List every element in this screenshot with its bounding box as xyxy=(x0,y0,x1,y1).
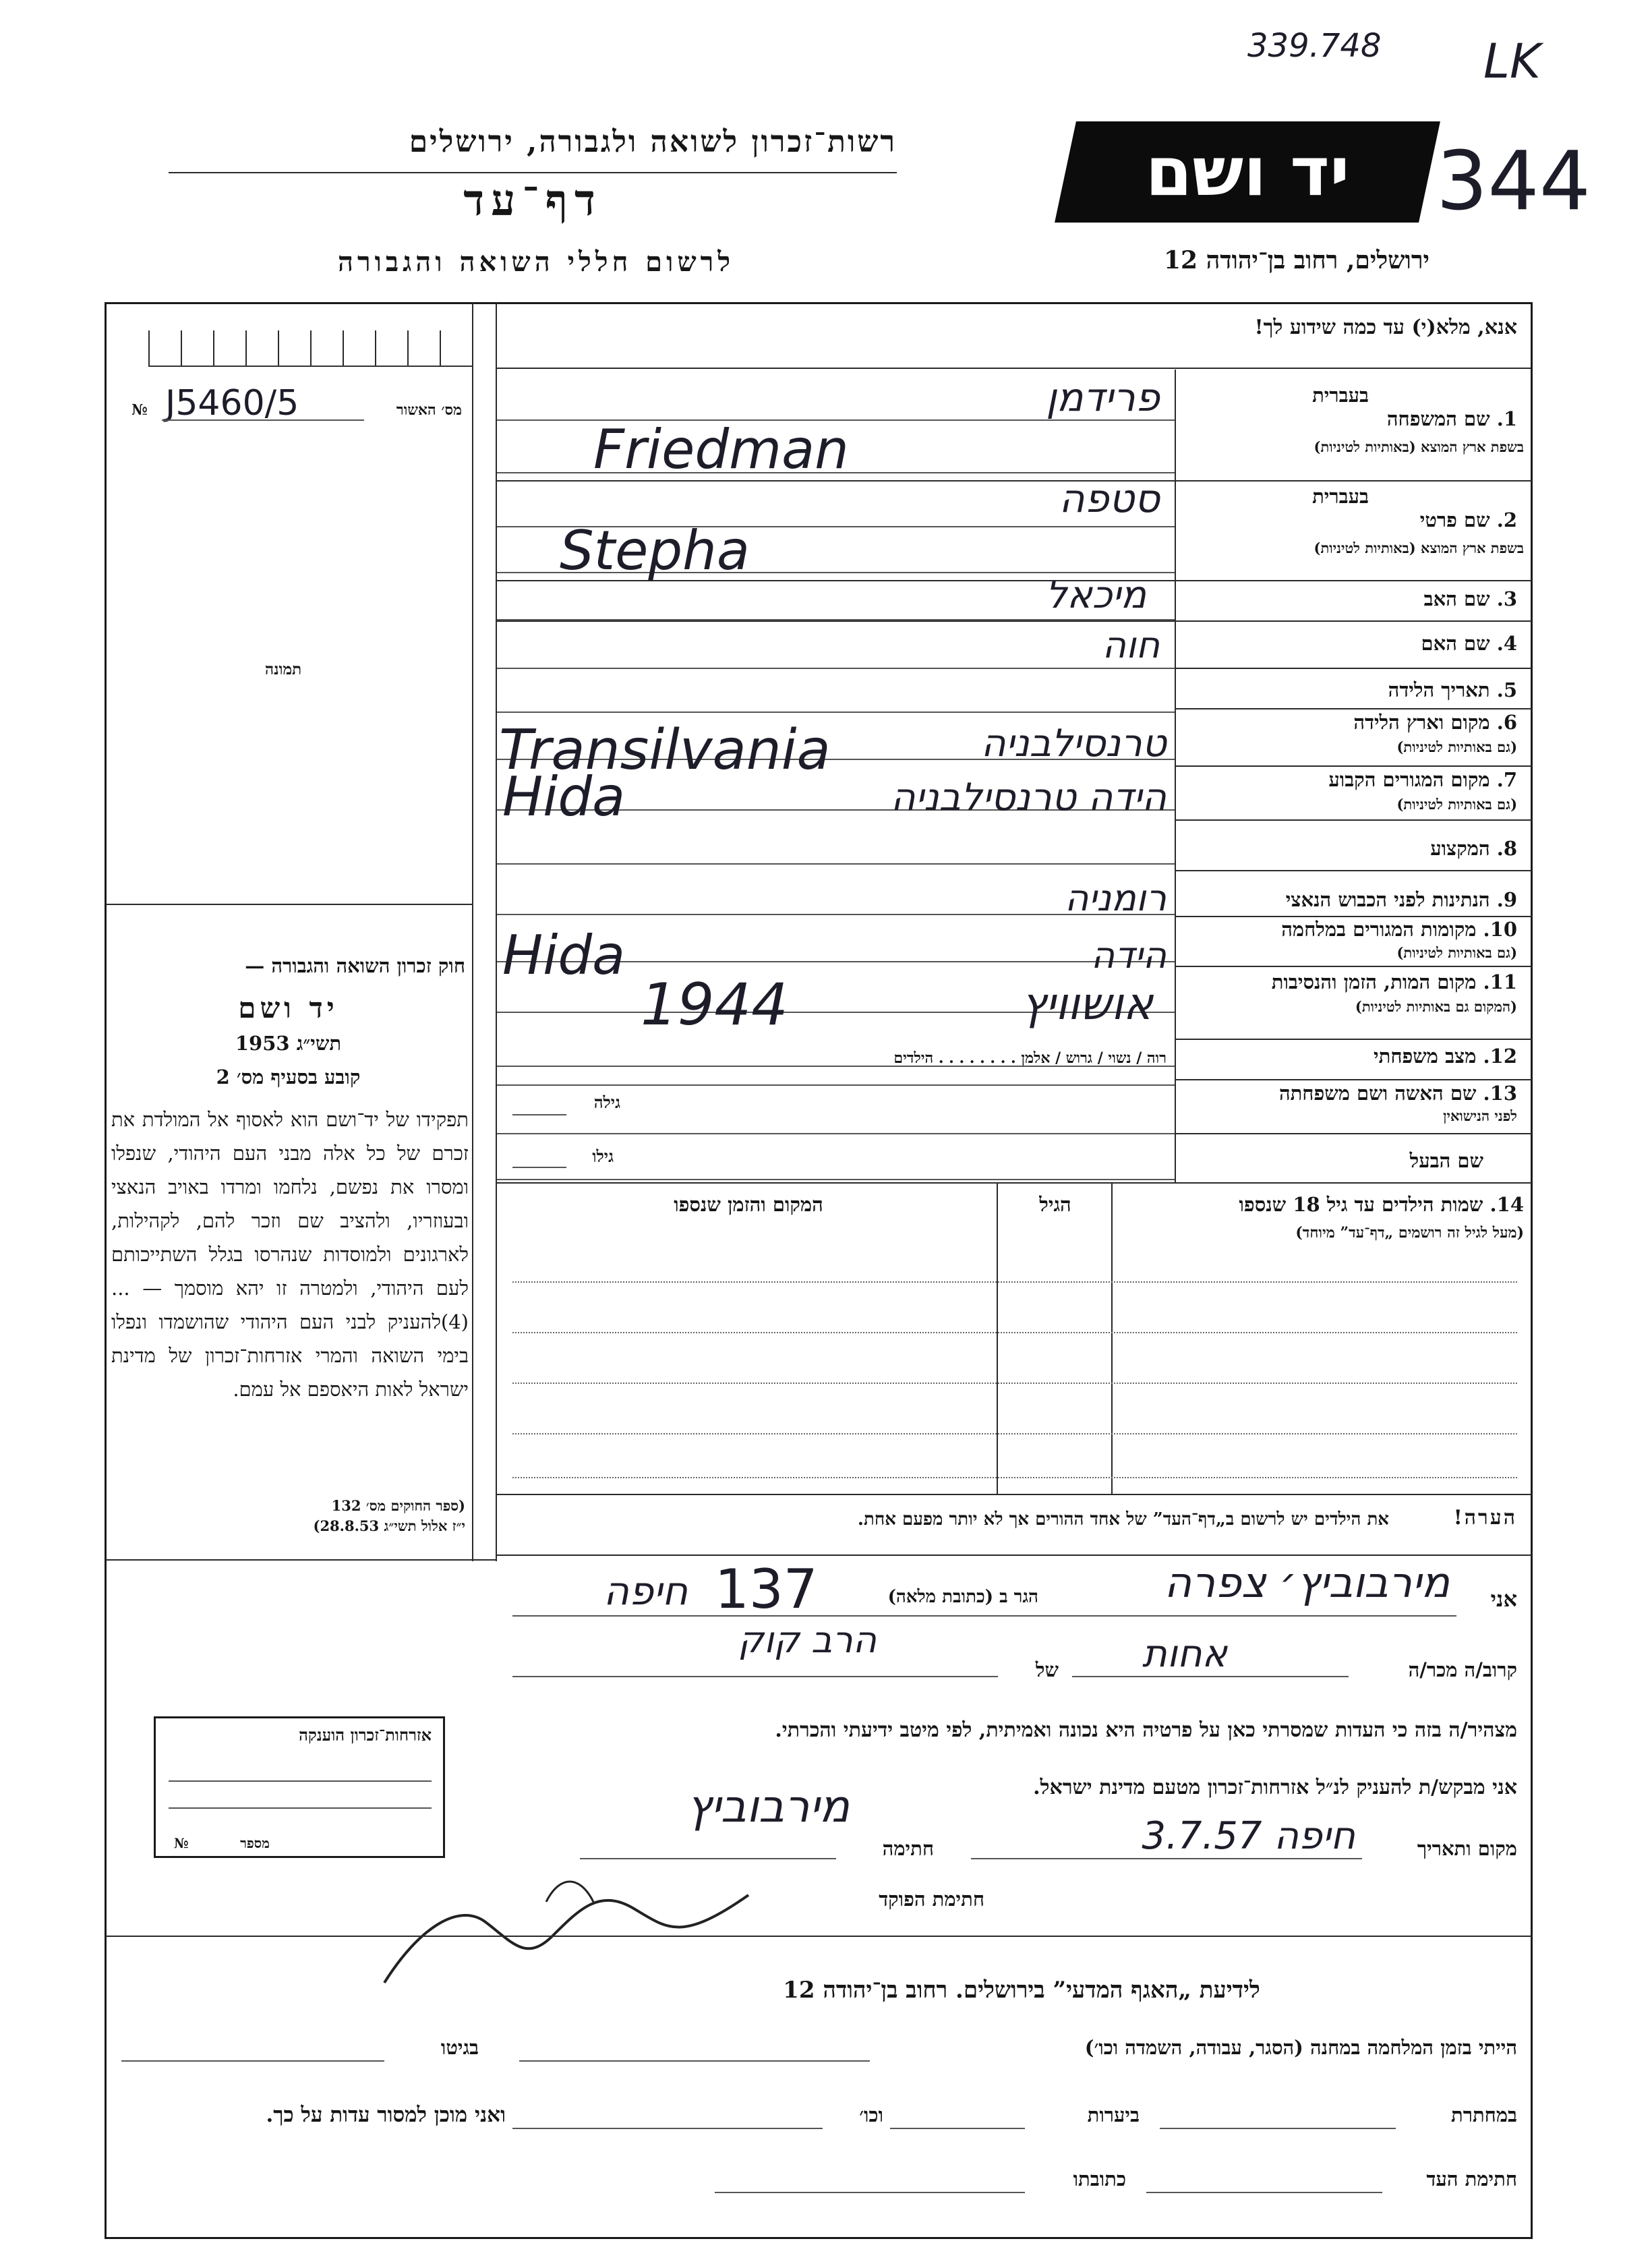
row-line xyxy=(1175,1039,1532,1040)
row-line xyxy=(497,711,1175,713)
field-11-label: 11. מקום המות, הזמן והנסיבות xyxy=(1271,970,1517,993)
law-body: תפקידו של יד־ושם הוא לאסוף אל המולדת את זכרם של כל אלה מבני העם היהודי, שנפלו ומסרו את נפשם, נלחמו ומרדו באויב הנאצי ובעוזריו, ולהציב שם וזכר להם, לקהילות, לארגונים ולמוסדות שנהרסו בגלל השתייכותם לעם היהודי, ולמטרה זו יהא מוסמך — ...(4)להעניק לבני העם היהודי שהושמדו ונפלו בימי השואה והמרי אזרחות־זכרון של מדינת ישראל לאות היאספם אל עמם. xyxy=(111,1108,469,1401)
footer-line3-address: כתובתו xyxy=(1073,2168,1126,2190)
instruction: אנא, מלא(י) עד כמה שידוע לך! xyxy=(1254,316,1517,339)
in-hebrew-label-2: בעברית xyxy=(1312,485,1369,508)
children-col-divider-1 xyxy=(1111,1184,1113,1495)
label-column-divider xyxy=(1175,370,1176,1182)
children-col-divider-2 xyxy=(997,1184,998,1495)
archive-stamp-number: 339.748 xyxy=(1247,27,1382,65)
children-col-place-time: המקום והזמן שנספו xyxy=(674,1193,823,1216)
field-2-label: 2. שם פרטי xyxy=(1419,509,1517,531)
field-7-latin-value: Hida xyxy=(502,765,626,828)
address-city-value: חיפה xyxy=(603,1568,688,1614)
law-source-1: (ספר החוקים מס׳ 132 xyxy=(331,1497,465,1514)
field-12-options: רוה / נשוי / גרוש / אלמן . . . . . . . . הילדים xyxy=(893,1049,1167,1067)
footer-line2-willing: ואני מוכן למסור עדות על כך. xyxy=(266,2103,506,2127)
field-11-year: 1944 xyxy=(641,971,788,1039)
instruction-rule xyxy=(496,368,1531,369)
relation-value: אחות xyxy=(1142,1632,1227,1676)
signature-line xyxy=(580,1858,836,1859)
field-3-label: 3. שם האב xyxy=(1423,587,1517,610)
row-line xyxy=(497,1182,1532,1184)
statement-1: מצהיר/ה בזה כי העדות שמסרתי כאן על פרטיה היא נכונה ואמיתית, לפי מיטב ידיעתי והכרתי. xyxy=(775,1718,1517,1742)
place-date-label: מקום ותאריך xyxy=(1417,1837,1517,1860)
row-line xyxy=(497,620,1532,622)
photo-bottom-rule xyxy=(106,904,473,905)
header-address: ירושלים, רחוב בן־יהודה 12 xyxy=(1163,246,1429,274)
field-1-label: 1. שם המשפחה xyxy=(1386,407,1517,430)
row-line xyxy=(497,863,1175,865)
footer-line2-underground: במחתרת xyxy=(1451,2103,1517,2126)
field-10-hebrew-value: הידה xyxy=(1090,934,1167,977)
row-line xyxy=(1175,668,1532,669)
field-6-hebrew-value: טרנסילבניה xyxy=(981,722,1167,765)
address-street-value: הרב קוק xyxy=(738,1619,877,1661)
field-4-value: חוה xyxy=(1102,624,1160,666)
footer-line1-camp: הייתי בזמן המלחמה במחנה (הסגר, עבודה, השמדה וכו׳) xyxy=(1084,2036,1517,2059)
children-col-age: הגיל xyxy=(1039,1193,1071,1216)
archive-sheet-number: 344 xyxy=(1436,135,1591,229)
row-line xyxy=(497,1084,1175,1086)
approval-prefix: № xyxy=(131,401,148,419)
sidebar-divider xyxy=(496,303,497,1561)
children-row-line xyxy=(512,1383,1517,1384)
field-14-label: 14. שמות הילדים עד גיל 18 שנספו xyxy=(1239,1193,1524,1216)
yad-vashem-logo xyxy=(1055,121,1440,223)
field-9-label: 9. הנתינות לפני הכבוש הנאצי xyxy=(1285,888,1517,911)
citizenship-line-2 xyxy=(169,1807,432,1809)
row-line xyxy=(1175,819,1532,821)
row-line xyxy=(1175,765,1532,767)
husband-label: שם הבעל xyxy=(1409,1149,1483,1172)
footer-line2-forests: ביערות xyxy=(1087,2103,1140,2126)
field-13-age-line xyxy=(512,1114,566,1115)
approval-value: J5460/5 xyxy=(165,383,299,424)
field-12-label: 12. מצב משפחתי xyxy=(1374,1045,1517,1068)
officer-signature-scribble xyxy=(378,1861,755,1996)
citizenship-number-sign: № xyxy=(174,1835,189,1851)
field-11-place: אושוויץ xyxy=(1021,978,1153,1030)
field-13-sublabel: לפני הנישואין xyxy=(1443,1107,1517,1124)
sidebar-inner-edge xyxy=(472,303,473,1561)
authority-name: רשות־זכרון לשואה ולגבורה, ירושלים xyxy=(409,125,897,159)
children-row-line xyxy=(512,1477,1517,1478)
field-9-value: רומניה xyxy=(1065,877,1167,919)
footer-line2-field-a xyxy=(1160,2128,1396,2129)
husband-age-label: גילו xyxy=(592,1146,614,1166)
row-line xyxy=(497,668,1175,669)
of-label: של xyxy=(1035,1658,1059,1681)
footer-line1-ghetto: בגיטו xyxy=(440,2036,479,2059)
law-heading: חוק זכרון השואה והגבורה — xyxy=(245,954,465,977)
field-2-sublabel: בשפת ארץ המוצא (באותיות לטיניות) xyxy=(1314,540,1524,556)
logo-text: יד ושם xyxy=(1145,132,1350,211)
field-14-sublabel: (מעל לגיל זה רושמים „דף־עד” מיוחד) xyxy=(1295,1224,1524,1242)
field-6-latin-value: Transilvania xyxy=(499,718,831,782)
footer-line2-etc: וכו׳ xyxy=(859,2103,883,2126)
of-line xyxy=(512,1676,998,1677)
field-2-hebrew-value: סטפה xyxy=(1059,475,1160,521)
row-line xyxy=(497,1179,1175,1180)
field-11-sublabel: (המקום גם באותיות לטיניות) xyxy=(1355,998,1517,1015)
note-bottom-rule xyxy=(497,1555,1532,1556)
row-line xyxy=(1175,870,1532,871)
footer-line3-field-a xyxy=(1146,2192,1382,2193)
law-bottom-rule xyxy=(106,1559,497,1561)
field-4-label: 4. שם האם xyxy=(1421,632,1517,655)
approval-underline xyxy=(162,419,364,421)
field-7-hebrew-value: הידה טרנסילבניה xyxy=(890,776,1167,819)
residing-label: הגר ב (כתובת מלאה) xyxy=(887,1587,1038,1607)
approval-label: מס׳ האשור xyxy=(396,401,462,419)
citizenship-number-label: מספר xyxy=(240,1835,270,1851)
place-date-value: חיפה 3.7.57 xyxy=(1142,1814,1355,1858)
witness-name-value: מירבוביץ׳ צפרה xyxy=(1164,1558,1450,1607)
declaration-line xyxy=(512,1615,1456,1617)
statement-2: אני מבקש/ת להעניק לנ״ל אזרחות־זכרון מטעם מדינת ישראל. xyxy=(1033,1776,1517,1799)
signature-label: חתימה xyxy=(882,1837,934,1860)
field-7-sublabel: (גם באותיות לטיניות) xyxy=(1396,796,1517,813)
place-date-line xyxy=(971,1858,1362,1859)
declaration-i-label: אני xyxy=(1490,1586,1517,1612)
husband-age-line xyxy=(512,1167,566,1168)
authority-underline xyxy=(169,172,897,173)
field-6-sublabel: (גם באותיות לטיניות) xyxy=(1396,738,1517,755)
signature-value: מירבוביץ xyxy=(686,1780,850,1832)
form-title: דף־עד xyxy=(463,175,602,226)
field-8-label: 8. המקצוע xyxy=(1430,837,1517,860)
field-2-latin-value: Stepha xyxy=(560,519,750,582)
field-7-label: 7. מקום המגורים הקבוע xyxy=(1328,768,1517,791)
relation-line xyxy=(1072,1676,1349,1677)
law-clause: קובע בסעיף מס׳ 2 xyxy=(216,1066,361,1088)
officer-signature-label: חתימת הפוקד xyxy=(879,1888,984,1911)
footer-title: לידיעת „האגף המדעי” בירושלים. רחוב בן־יהודה 12 xyxy=(783,1977,1260,2004)
citizenship-box-title: אזרחות־זכרון הוענקה xyxy=(299,1725,432,1745)
field-5-label: 5. תאריך הלידה xyxy=(1388,678,1517,701)
footer-line2-field-b xyxy=(890,2128,1025,2129)
note-text: את הילדים יש לרשום ב„דף־העד” של אחד ההורים אך לא יותר מפעם אחת. xyxy=(857,1509,1389,1530)
field-6-label: 6. מקום וארץ הלידה xyxy=(1353,711,1517,734)
field-1-latin-value: Friedman xyxy=(593,418,849,481)
law-name: יד ושם xyxy=(238,991,338,1024)
footer-line3-field-b xyxy=(715,2192,1025,2193)
archive-initials: LK xyxy=(1483,34,1541,89)
citizenship-line-1 xyxy=(169,1780,432,1782)
row-line xyxy=(1175,966,1532,967)
address-number-value: 137 xyxy=(715,1558,818,1621)
field-1-sublabel: בשפת ארץ המוצא (באותיות לטיניות) xyxy=(1314,438,1524,455)
relative-label: קרוב/ה מכר/ה xyxy=(1408,1658,1517,1681)
row-line xyxy=(1175,916,1532,917)
field-3-value: מיכאל xyxy=(1045,573,1146,617)
field-13-label: 13. שם האשה ושם משפחתה xyxy=(1278,1082,1517,1105)
approval-boxes xyxy=(148,330,472,367)
field-10-latin-value: Hida xyxy=(502,924,626,987)
law-source-2: י״ז אלול תשי״ג 28.8.53) xyxy=(313,1517,465,1534)
footer-top-rule xyxy=(106,1936,1532,1937)
field-10-sublabel: (גם באותיות לטיניות) xyxy=(1396,944,1517,961)
field-13-age-label: גילה xyxy=(593,1093,620,1112)
in-hebrew-label-1: בעברית xyxy=(1312,384,1369,407)
children-row-line xyxy=(512,1332,1517,1333)
photo-label: תמונה xyxy=(264,660,302,678)
note-label: הערה! xyxy=(1453,1506,1517,1530)
footer-line2-field-c xyxy=(512,2128,823,2129)
row-line xyxy=(1175,708,1532,709)
row-line xyxy=(1175,1079,1532,1080)
children-row-line xyxy=(512,1433,1517,1434)
law-year: תשי״ג 1953 xyxy=(235,1032,342,1055)
children-row-line xyxy=(512,1281,1517,1283)
row-line xyxy=(1175,1133,1532,1134)
footer-line3-witness-signature: חתימת העד xyxy=(1426,2168,1517,2190)
field-1-hebrew-value: פרידמן xyxy=(1046,374,1160,420)
form-subtitle: לרשום חללי השואה והגבורה xyxy=(337,246,735,278)
footer-line1-field-a xyxy=(519,2060,870,2062)
children-bottom-rule xyxy=(497,1494,1532,1495)
footer-line1-field-b xyxy=(121,2060,384,2062)
field-10-label: 10. מקומות המגורים במלחמה xyxy=(1281,918,1517,941)
row-line xyxy=(497,1133,1175,1134)
